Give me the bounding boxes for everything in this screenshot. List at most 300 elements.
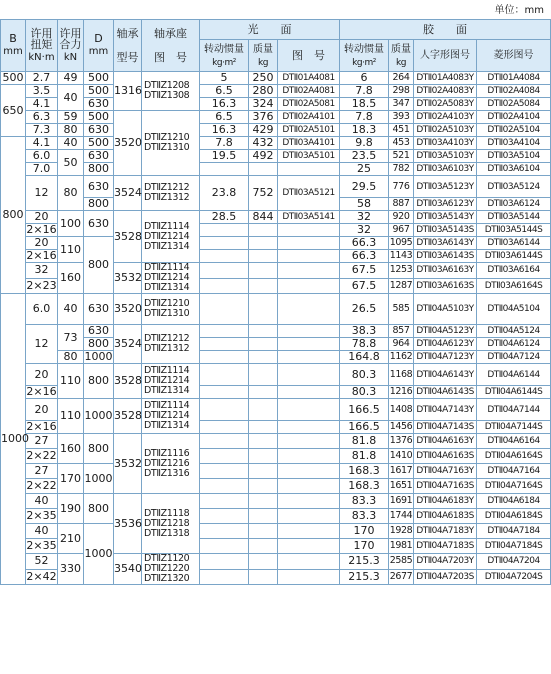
smooth-drawing-cell xyxy=(278,237,340,250)
rubber-mass-cell: 1408 xyxy=(389,399,414,421)
rubber-inertia-cell: 7.8 xyxy=(340,111,389,124)
table-row xyxy=(1,98,551,111)
smooth-mass-cell xyxy=(249,421,278,434)
smooth-inertia-cell: 5 xyxy=(200,72,249,85)
force-cell: 50 xyxy=(58,150,84,176)
header-rubber-inertia-label: 转动惯量 xyxy=(344,43,384,55)
housing-drawing-no: DTⅡZ1318 xyxy=(144,527,190,539)
smooth-mass-cell xyxy=(249,294,278,325)
housing-drawing-no: DTⅡZ1214 xyxy=(144,410,190,421)
rubber-diamond-cell: DTⅡ03A5104 xyxy=(477,150,551,163)
rubber-mass-cell: 1095 xyxy=(389,237,413,248)
smooth-inertia-cell xyxy=(200,263,249,279)
rubber-herringbone-cell: DTⅡ04A7203S xyxy=(414,569,477,585)
diameter-cell: 630 xyxy=(84,294,114,325)
smooth-inertia-cell xyxy=(200,294,249,325)
header-smooth-inertia-unit: kg·m² xyxy=(212,57,236,68)
housing-drawing-no: DTⅡZ1220 xyxy=(144,563,190,574)
belt-width-cell: 650 xyxy=(1,85,26,137)
rubber-mass-cell: 857 xyxy=(389,325,414,338)
rubber-herringbone-cell: DTⅡ04A6183S xyxy=(414,509,477,524)
smooth-inertia-cell xyxy=(200,494,249,509)
smooth-drawing-cell xyxy=(278,364,340,386)
rubber-diamond-cell: DTⅡ04A7204 xyxy=(477,554,551,570)
housing-drawing-no: DTⅡZ1214 xyxy=(144,272,190,283)
rubber-diamond-cell: DTⅡ04A6164S xyxy=(477,449,551,464)
smooth-mass-cell xyxy=(249,554,278,570)
rubber-inertia-cell: 7.8 xyxy=(340,85,389,98)
belt-width-cell: 1000 xyxy=(1,294,26,585)
rubber-inertia-cell: 80.3 xyxy=(340,386,389,399)
rubber-diamond-cell: DTⅡ04A7204S xyxy=(477,569,551,585)
rubber-herringbone-cell: DTⅡ03A5143Y xyxy=(414,211,477,224)
smooth-mass-cell: 432 xyxy=(249,137,278,150)
housing-drawing-no: DTⅡZ1212 xyxy=(144,333,190,344)
table-row xyxy=(1,338,551,351)
force-cell: 73 xyxy=(58,325,84,351)
rubber-herringbone-cell: DTⅡ04A6143S xyxy=(414,386,477,399)
rubber-herringbone-cell: DTⅡ03A6163Y xyxy=(414,263,477,279)
belt-width-cell: 800 xyxy=(1,137,26,294)
smooth-mass-cell: 250 xyxy=(249,72,278,85)
smooth-inertia-cell xyxy=(200,325,249,338)
rubber-inertia-cell: 83.3 xyxy=(340,509,389,524)
rubber-mass-cell: 298 xyxy=(389,85,414,98)
housing-drawing-no: DTⅡZ1118 xyxy=(144,507,190,519)
smooth-inertia-cell xyxy=(200,364,249,386)
header-rubber-inertia-unit: kg·m² xyxy=(352,57,376,68)
smooth-inertia-cell: 6.5 xyxy=(200,85,249,98)
rubber-inertia-cell: 67.5 xyxy=(340,278,389,294)
smooth-inertia-cell xyxy=(200,338,249,351)
rubber-mass-cell: 264 xyxy=(389,72,414,85)
smooth-drawing-cell xyxy=(278,294,340,325)
rubber-inertia-cell: 32 xyxy=(340,224,389,237)
smooth-drawing-cell xyxy=(278,421,340,434)
housing-drawing-no: DTⅡZ1314 xyxy=(144,282,190,293)
rubber-herringbone-cell: DTⅡ03A5143S xyxy=(414,224,477,237)
smooth-mass-cell: 280 xyxy=(249,85,278,98)
smooth-drawing-cell xyxy=(278,325,340,338)
force-cell: 40 xyxy=(58,294,84,325)
torque-cell: 27 xyxy=(26,464,58,479)
rubber-herringbone-cell: DTⅡ03A6103Y xyxy=(414,163,477,176)
table-body xyxy=(1,72,551,585)
diameter-cell: 500 xyxy=(84,137,114,150)
header-bearing-label: 轴承 xyxy=(116,26,139,40)
rubber-herringbone-cell: DTⅡ04A6163Y xyxy=(414,434,477,449)
table-row xyxy=(1,364,551,386)
rubber-mass-cell: 347 xyxy=(389,98,414,111)
diameter-cell: 800 xyxy=(84,434,114,464)
rubber-inertia-cell: 23.5 xyxy=(340,150,389,163)
header-smooth-inertia-label: 转动惯量 xyxy=(204,43,244,55)
smooth-mass-cell xyxy=(249,399,278,421)
diameter-cell: 1000 xyxy=(84,524,114,585)
smooth-drawing-cell: DTⅡ03A5121 xyxy=(278,176,340,211)
diameter-cell: 630 xyxy=(84,325,114,338)
smooth-mass-cell xyxy=(249,539,278,554)
torque-cell: 2×16 xyxy=(26,385,57,398)
force-cell: 170 xyxy=(58,464,84,494)
rubber-mass-cell: 521 xyxy=(389,150,414,163)
rubber-inertia-cell: 170 xyxy=(340,524,389,539)
force-cell: 100 xyxy=(58,211,84,237)
rubber-mass-cell: 1456 xyxy=(389,421,413,432)
bearing-cell: 3524 xyxy=(114,325,142,364)
header-d-label: D xyxy=(94,32,103,45)
diameter-cell: 1000 xyxy=(84,399,114,434)
rubber-inertia-cell: 168.3 xyxy=(340,464,389,479)
rubber-herringbone-cell: DTⅡ04A7183Y xyxy=(414,524,477,539)
header-housing-sub: 图 号 xyxy=(154,50,187,64)
diameter-cell: 800 xyxy=(84,237,114,294)
bearing-cell: 3532 xyxy=(114,263,142,294)
rubber-inertia-cell: 215.3 xyxy=(340,569,389,585)
rubber-inertia-cell: 166.5 xyxy=(340,421,389,434)
smooth-drawing-cell: DTⅡ03A5141 xyxy=(278,211,340,224)
rubber-diamond-cell: DTⅡ03A6124 xyxy=(477,198,551,211)
rubber-inertia-cell: 6 xyxy=(340,72,389,85)
rubber-herringbone-cell: DTⅡ01A4083Y xyxy=(414,72,477,85)
smooth-inertia-cell xyxy=(200,163,249,176)
smooth-inertia-cell xyxy=(200,250,249,263)
smooth-mass-cell: 492 xyxy=(249,150,278,163)
smooth-drawing-cell: DTⅡ02A5081 xyxy=(278,98,340,111)
header-rubber-group: 胶 面 xyxy=(340,20,551,40)
smooth-mass-cell xyxy=(249,524,278,539)
force-cell: 210 xyxy=(58,524,84,554)
table-row xyxy=(1,325,551,338)
housing-drawing-no: DTⅡZ1320 xyxy=(144,573,190,584)
housing-cell xyxy=(142,294,200,325)
smooth-drawing-cell xyxy=(278,386,340,399)
rubber-diamond-cell: DTⅡ04A7144 xyxy=(477,399,551,421)
smooth-drawing-cell xyxy=(278,434,340,449)
rubber-mass-cell: 1168 xyxy=(389,364,414,386)
smooth-mass-cell xyxy=(249,224,278,237)
smooth-inertia-cell xyxy=(200,399,249,421)
smooth-drawing-cell: DTⅡ02A4081 xyxy=(278,85,340,98)
header-torque-unit: kN·m xyxy=(28,51,55,63)
table-row xyxy=(1,124,551,137)
rubber-mass-cell: 967 xyxy=(389,224,414,237)
smooth-inertia-cell: 6.5 xyxy=(200,111,249,124)
rubber-diamond-cell: DTⅡ04A7164 xyxy=(477,464,551,479)
rubber-herringbone-cell: DTⅡ04A7163Y xyxy=(414,464,477,479)
smooth-drawing-cell xyxy=(278,263,340,279)
torque-cell: 40 xyxy=(26,494,58,509)
torque-cell: 4.1 xyxy=(26,137,58,150)
smooth-mass-cell xyxy=(249,163,278,176)
header-smooth-inertia xyxy=(200,40,249,72)
force-cell: 110 xyxy=(58,237,84,263)
housing-cell xyxy=(142,72,200,111)
smooth-inertia-cell xyxy=(200,569,249,585)
header-b-label: B xyxy=(9,32,17,45)
rubber-inertia-cell: 38.3 xyxy=(340,325,389,338)
smooth-mass-cell: 844 xyxy=(249,211,278,224)
smooth-drawing-cell: DTⅡ02A5101 xyxy=(278,124,340,137)
rubber-herringbone-cell: DTⅡ03A5103Y xyxy=(414,150,477,163)
diameter-cell: 1000 xyxy=(84,464,114,494)
diameter-cell: 800 xyxy=(84,198,114,211)
torque-cell: 2×16 xyxy=(26,223,57,236)
housing-drawing-no: DTⅡZ1212 xyxy=(144,182,190,193)
force-cell: 110 xyxy=(58,399,84,434)
rubber-diamond-cell: DTⅡ03A6144S xyxy=(477,250,551,263)
torque-cell: 2×16 xyxy=(26,249,57,262)
rubber-diamond-cell: DTⅡ02A4104 xyxy=(477,111,551,124)
rubber-mass-cell: 2677 xyxy=(389,569,414,585)
housing-drawing-no: DTⅡZ1114 xyxy=(144,262,190,273)
smooth-mass-cell xyxy=(249,464,278,479)
header-force xyxy=(58,20,84,72)
force-cell: 80 xyxy=(58,124,84,137)
force-cell: 49 xyxy=(58,72,84,85)
rubber-diamond-cell: DTⅡ04A6164 xyxy=(477,434,551,449)
torque-cell: 3.5 xyxy=(26,85,58,98)
smooth-inertia-cell: 23.8 xyxy=(200,176,249,211)
rubber-mass-cell: 1376 xyxy=(389,434,414,449)
header-d-unit: mm xyxy=(88,46,109,57)
rubber-inertia-cell: 32 xyxy=(340,211,389,224)
rubber-inertia-cell: 166.5 xyxy=(340,399,389,421)
housing-drawing-no: DTⅡZ1120 xyxy=(144,553,190,564)
rubber-diamond-cell: DTⅡ04A5124 xyxy=(477,325,551,338)
housing-cell xyxy=(142,325,200,364)
rubber-herringbone-cell: DTⅡ02A4103Y xyxy=(414,111,477,124)
rubber-inertia-cell: 168.3 xyxy=(340,479,389,494)
force-cell: 80 xyxy=(58,351,84,364)
torque-cell: 2×35 xyxy=(26,509,57,522)
smooth-inertia-cell xyxy=(200,539,249,554)
rubber-herringbone-cell: DTⅡ03A4103Y xyxy=(414,137,477,150)
rubber-diamond-cell: DTⅡ03A6164S xyxy=(477,278,551,294)
force-cell: 160 xyxy=(58,434,84,464)
smooth-inertia-cell xyxy=(200,479,249,494)
force-cell: 160 xyxy=(58,263,84,294)
table-row xyxy=(1,163,551,176)
smooth-drawing-cell xyxy=(278,479,340,494)
smooth-inertia-cell xyxy=(200,351,249,364)
bearing-cell: 3524 xyxy=(114,176,142,211)
smooth-drawing-cell: DTⅡ03A5101 xyxy=(278,150,340,163)
rubber-mass-cell: 1691 xyxy=(389,494,414,509)
force-cell: 190 xyxy=(58,494,84,524)
smooth-inertia-cell xyxy=(200,224,249,237)
rubber-diamond-cell: DTⅡ03A4104 xyxy=(477,137,551,150)
rubber-inertia-cell: 78.8 xyxy=(340,338,389,351)
rubber-diamond-cell: DTⅡ04A6184 xyxy=(477,494,551,509)
smooth-mass-cell: 324 xyxy=(249,98,278,111)
smooth-drawing-cell xyxy=(278,554,340,570)
rubber-mass-cell: 1216 xyxy=(389,386,413,397)
smooth-drawing-cell: DTⅡ03A4101 xyxy=(278,137,340,150)
housing-drawing-no: DTⅡZ1210 xyxy=(144,298,190,309)
smooth-inertia-cell: 28.5 xyxy=(200,211,249,224)
smooth-mass-cell xyxy=(249,449,278,464)
smooth-mass-cell xyxy=(249,569,278,585)
rubber-diamond-cell: DTⅡ04A7164S xyxy=(477,479,551,494)
smooth-inertia-cell xyxy=(200,464,249,479)
housing-drawing-no: DTⅡZ1308 xyxy=(144,90,190,101)
rubber-mass-cell: 1162 xyxy=(389,351,413,362)
smooth-drawing-cell xyxy=(278,449,340,464)
smooth-mass-cell xyxy=(249,278,278,294)
table-row xyxy=(1,137,551,150)
pulley-spec-table-wrapper xyxy=(0,19,550,585)
table-row xyxy=(1,351,551,364)
force-cell: 330 xyxy=(58,554,84,585)
header-smooth-mass-label: 质量 xyxy=(253,43,273,55)
smooth-drawing-cell xyxy=(278,539,340,554)
diameter-cell: 500 xyxy=(84,85,114,98)
rubber-mass-cell: 1617 xyxy=(389,464,414,479)
header-b-unit: mm xyxy=(3,46,23,57)
rubber-herringbone-cell: DTⅡ02A5083Y xyxy=(414,98,477,111)
smooth-inertia-cell xyxy=(200,237,249,250)
rubber-mass-cell: 1744 xyxy=(389,509,414,524)
header-rubber-mass xyxy=(389,40,414,72)
rubber-herringbone-cell: DTⅡ04A5123Y xyxy=(414,325,477,338)
table-row xyxy=(1,554,551,570)
housing-drawing-no: DTⅡZ1312 xyxy=(144,192,190,203)
rubber-mass-cell: 920 xyxy=(389,211,414,224)
rubber-mass-cell: 453 xyxy=(389,137,414,150)
smooth-mass-cell xyxy=(249,325,278,338)
table-row xyxy=(1,176,551,198)
table-row xyxy=(1,294,551,325)
rubber-diamond-cell: DTⅡ03A6104 xyxy=(477,163,551,176)
diameter-cell: 500 xyxy=(84,111,114,124)
smooth-drawing-cell xyxy=(278,224,340,237)
diameter-cell: 800 xyxy=(84,338,114,351)
smooth-mass-cell xyxy=(249,338,278,351)
smooth-mass-cell: 429 xyxy=(249,124,278,137)
belt-width-cell: 500 xyxy=(2,71,24,84)
smooth-drawing-cell xyxy=(278,163,340,176)
rubber-inertia-cell: 66.3 xyxy=(340,250,389,263)
housing-cell xyxy=(142,211,200,263)
rubber-mass-cell: 964 xyxy=(389,338,414,351)
header-torque-label: 许用扭矩 xyxy=(30,26,53,51)
rubber-herringbone-cell: DTⅡ04A6123Y xyxy=(414,338,477,351)
diameter-cell: 500 xyxy=(84,72,114,85)
rubber-herringbone-cell: DTⅡ04A6163S xyxy=(414,449,477,464)
header-smooth-drawing: 图 号 xyxy=(278,40,340,72)
smooth-mass-cell xyxy=(249,494,278,509)
rubber-herringbone-cell: DTⅡ04A7143S xyxy=(414,421,477,434)
rubber-mass-cell: 1287 xyxy=(389,278,414,294)
rubber-mass-cell: 887 xyxy=(389,198,414,211)
smooth-inertia-cell xyxy=(200,421,249,434)
rubber-mass-cell: 585 xyxy=(389,294,414,325)
bearing-cell: 3532 xyxy=(114,434,142,494)
torque-cell: 12 xyxy=(26,325,58,364)
bearing-cell: 1316 xyxy=(114,72,142,111)
table-row xyxy=(1,494,551,509)
rubber-inertia-cell: 9.8 xyxy=(340,137,389,150)
housing-drawing-no: DTⅡZ1314 xyxy=(144,420,190,431)
header-force-label: 许用合力 xyxy=(59,26,82,51)
rubber-inertia-cell: 67.5 xyxy=(340,263,389,279)
rubber-inertia-cell: 164.8 xyxy=(340,351,389,364)
torque-cell: 20 xyxy=(26,364,58,386)
diameter-cell: 800 xyxy=(84,364,114,399)
torque-cell: 12 xyxy=(26,176,58,211)
rubber-inertia-cell: 170 xyxy=(340,539,389,554)
rubber-diamond-cell: DTⅡ04A6184S xyxy=(477,509,551,524)
smooth-drawing-cell xyxy=(278,338,340,351)
rubber-diamond-cell: DTⅡ02A5104 xyxy=(477,124,551,137)
bearing-cell: 3536 xyxy=(114,494,142,554)
rubber-diamond-cell: DTⅡ04A7184 xyxy=(477,524,551,539)
bearing-cell: 3520 xyxy=(114,294,142,325)
header-diamond: 菱形图号 xyxy=(477,40,551,72)
housing-drawing-no: DTⅡZ1114 xyxy=(144,365,190,376)
torque-cell: 2×42 xyxy=(26,569,57,583)
smooth-drawing-cell xyxy=(278,524,340,539)
header-rubber-inertia xyxy=(340,40,389,72)
table-row xyxy=(1,72,551,85)
rubber-inertia-cell: 81.8 xyxy=(340,434,389,449)
smooth-inertia-cell xyxy=(200,449,249,464)
rubber-inertia-cell: 18.5 xyxy=(340,98,389,111)
smooth-mass-cell xyxy=(249,509,278,524)
torque-cell: 40 xyxy=(26,524,58,539)
diameter-cell: 630 xyxy=(84,124,114,137)
rubber-diamond-cell: DTⅡ03A6144 xyxy=(477,237,551,250)
smooth-inertia-cell xyxy=(200,509,249,524)
torque-cell: 2×23 xyxy=(26,278,57,292)
smooth-mass-cell xyxy=(249,351,278,364)
header-smooth-mass-unit: kg xyxy=(258,57,268,68)
housing-drawing-no: DTⅡZ1316 xyxy=(144,467,190,479)
table-row xyxy=(1,111,551,124)
torque-cell: 6.0 xyxy=(26,294,58,325)
rubber-diamond-cell: DTⅡ04A6144 xyxy=(477,364,551,386)
housing-drawing-no: DTⅡZ1210 xyxy=(144,132,190,143)
header-torque xyxy=(26,20,58,72)
smooth-inertia-cell: 19.5 xyxy=(200,150,249,163)
diameter-cell: 630 xyxy=(84,98,114,111)
rubber-inertia-cell: 18.3 xyxy=(340,124,389,137)
force-cell: 59 xyxy=(58,111,84,124)
housing-cell xyxy=(142,494,200,554)
rubber-inertia-cell: 66.3 xyxy=(340,237,389,250)
header-smooth-mass xyxy=(249,40,278,72)
rubber-mass-cell: 1981 xyxy=(389,539,414,554)
smooth-mass-cell: 752 xyxy=(249,176,278,211)
bearing-cell: 3540 xyxy=(114,554,142,585)
smooth-drawing-cell xyxy=(278,278,340,294)
smooth-inertia-cell xyxy=(200,524,249,539)
rubber-inertia-cell: 81.8 xyxy=(340,449,389,464)
rubber-inertia-cell: 25 xyxy=(340,163,389,176)
smooth-mass-cell xyxy=(249,237,278,250)
force-cell: 80 xyxy=(58,176,84,211)
smooth-drawing-cell: DTⅡ01A4081 xyxy=(278,72,340,85)
housing-drawing-no: DTⅡZ1218 xyxy=(144,517,190,529)
torque-cell: 6.0 xyxy=(26,150,58,163)
housing-cell xyxy=(142,364,200,399)
smooth-inertia-cell: 16.3 xyxy=(200,124,249,137)
rubber-herringbone-cell: DTⅡ04A6183Y xyxy=(414,494,477,509)
table-row xyxy=(1,399,551,421)
rubber-diamond-cell: DTⅡ04A5104 xyxy=(477,294,551,325)
smooth-drawing-cell xyxy=(278,250,340,263)
